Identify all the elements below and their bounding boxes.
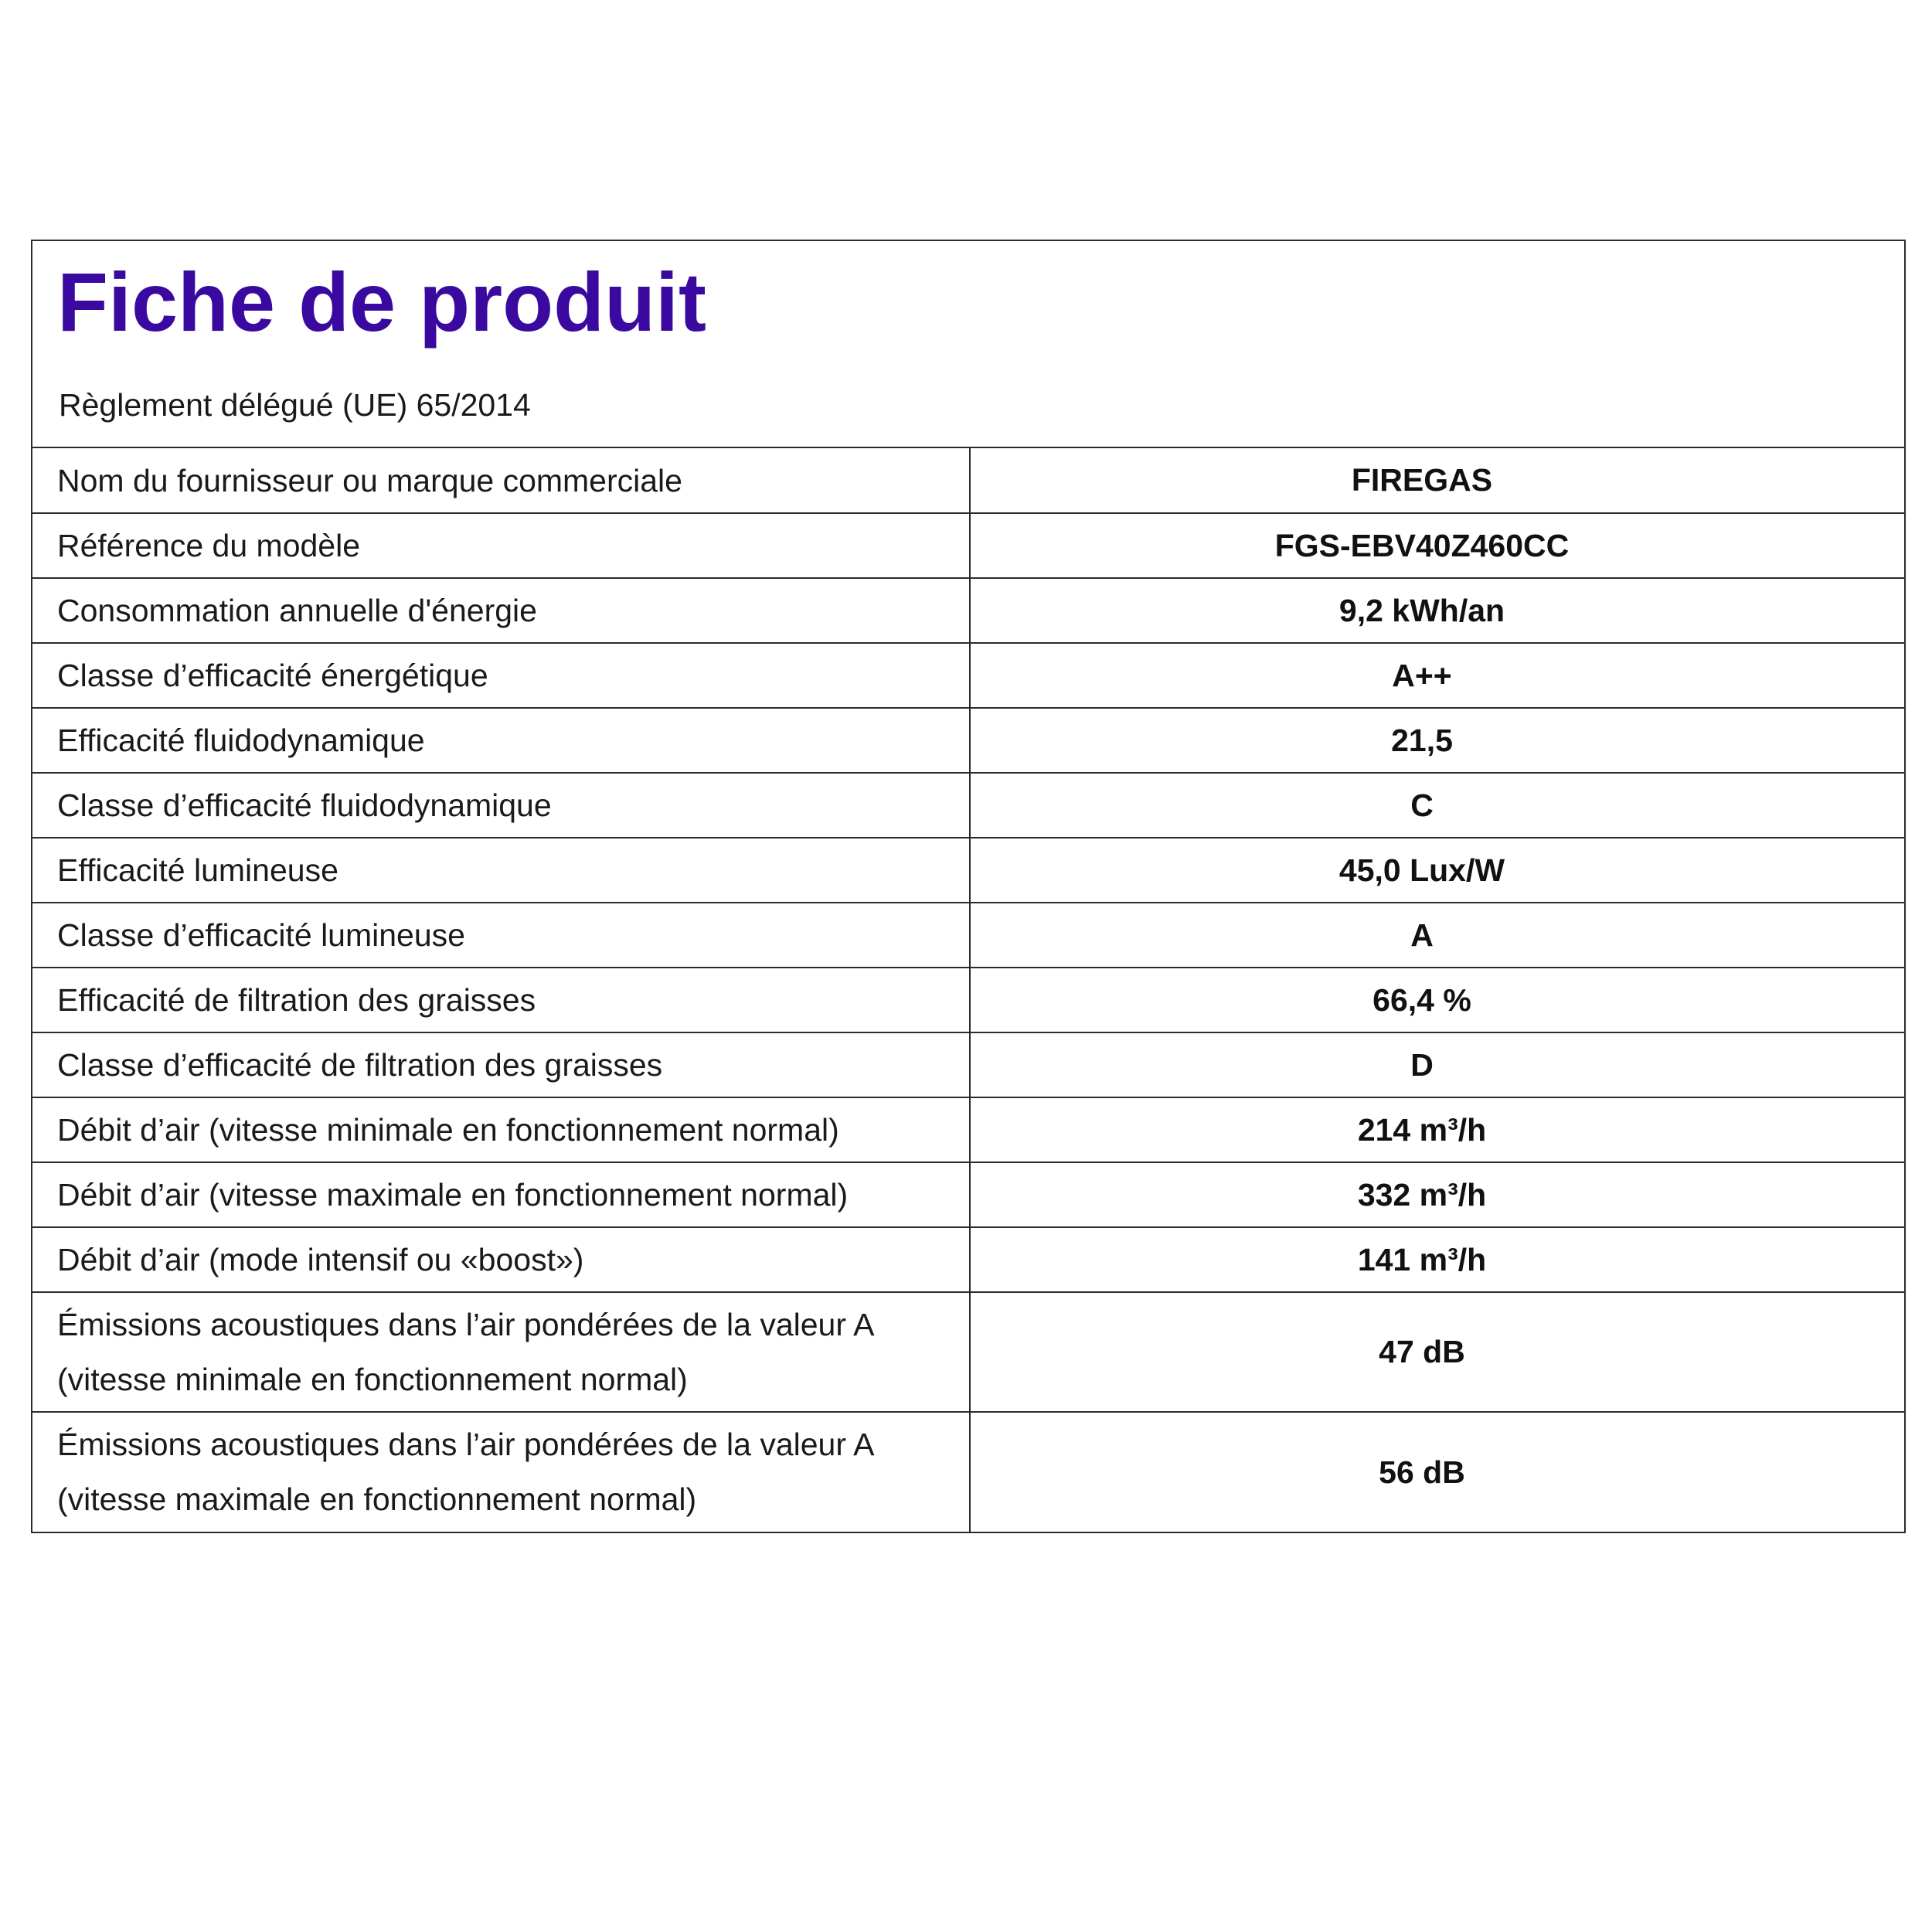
table-row-noise-min xyxy=(32,1292,1904,1412)
row-label: Classe d’efficacité de filtration des graisses xyxy=(32,1032,970,1097)
table-row-grease-efficiency xyxy=(32,968,1904,1032)
row-value: D xyxy=(970,1032,1904,1097)
row-value: FGS-EBV40Z460CC xyxy=(970,513,1904,578)
row-label: Efficacité fluidodynamique xyxy=(32,708,970,773)
row-label: Référence du modèle xyxy=(32,513,970,578)
row-value: 214 m³/h xyxy=(970,1097,1904,1162)
row-value: FIREGAS xyxy=(970,448,1904,513)
row-value: A xyxy=(970,903,1904,968)
table-row-energy-class xyxy=(32,643,1904,708)
row-value: 45,0 Lux/W xyxy=(970,838,1904,903)
row-value: 47 dB xyxy=(970,1292,1904,1412)
row-value: 56 dB xyxy=(1379,1454,1465,1490)
row-label: Débit d’air (vitesse minimale en fonctionnement normal) xyxy=(32,1097,970,1162)
table-row-light-class xyxy=(32,903,1904,968)
row-value: 332 m³/h xyxy=(970,1162,1904,1227)
regulation-subtitle: Règlement délégué (UE) 65/2014 xyxy=(59,387,531,423)
row-label: Débit d’air (vitesse maximale en fonctionnement normal) xyxy=(32,1162,970,1227)
row-label: Consommation annuelle d'énergie xyxy=(32,578,970,643)
row-value: C xyxy=(970,773,1904,838)
row-value: 21,5 xyxy=(970,708,1904,773)
table-row-light-efficiency xyxy=(32,838,1904,903)
table-row-energy-consumption xyxy=(32,578,1904,643)
row-label: Classe d’efficacité énergétique xyxy=(32,643,970,708)
row-label: Nom du fournisseur ou marque commerciale xyxy=(32,448,970,513)
table-row-grease-class xyxy=(32,1032,1904,1097)
table-row-fluid-efficiency xyxy=(32,708,1904,773)
table-row-airflow-boost xyxy=(32,1227,1904,1292)
page-title: Fiche de produit xyxy=(57,255,707,349)
row-value: 141 m³/h xyxy=(970,1227,1904,1292)
spec-table xyxy=(32,448,1904,1532)
table-row-noise-max xyxy=(32,1412,1904,1532)
row-value: 66,4 % xyxy=(970,968,1904,1032)
table-row-airflow-max xyxy=(32,1162,1904,1227)
row-label: Émissions acoustiques dans l’air pondérées de la valeur A (vitesse maximale en fonctionnement normal) xyxy=(32,1412,970,1532)
row-label: Émissions acoustiques dans l’air pondérées de la valeur A (vitesse minimale en fonctionnement normal) xyxy=(32,1292,970,1412)
product-sheet xyxy=(31,240,1906,1533)
table-row-airflow-min xyxy=(32,1097,1904,1162)
table-row-model xyxy=(32,513,1904,578)
row-label: Efficacité lumineuse xyxy=(32,838,970,903)
row-value: A++ xyxy=(970,643,1904,708)
row-label: Classe d’efficacité lumineuse xyxy=(32,903,970,968)
row-value: 9,2 kWh/an xyxy=(970,578,1904,643)
row-label: Classe d’efficacité fluidodynamique xyxy=(32,773,970,838)
row-label: Efficacité de filtration des graisses xyxy=(32,968,970,1032)
sheet-header xyxy=(32,241,1904,448)
table-row-fluid-class xyxy=(32,773,1904,838)
row-label: Débit d’air (mode intensif ou «boost») xyxy=(32,1227,970,1292)
table-row-supplier xyxy=(32,448,1904,513)
